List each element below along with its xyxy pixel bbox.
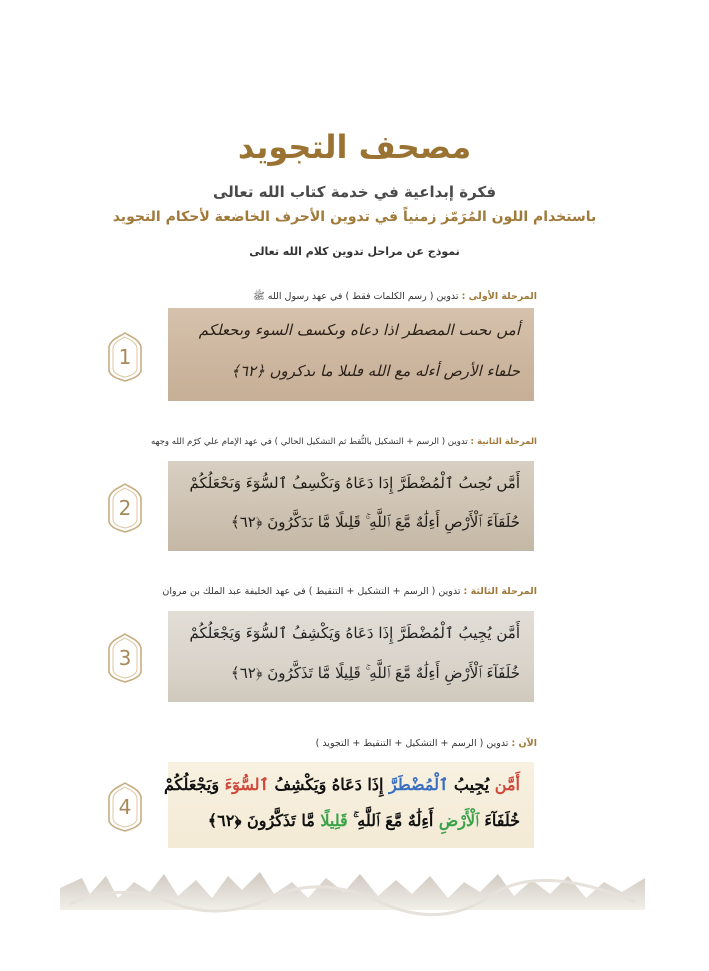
- stage-1-manuscript: [168, 308, 534, 401]
- stage-2-manuscript: [168, 461, 534, 551]
- stage-3-label-text: تدوين ( الرسم + التشكيل + التنقيط ) في عهد الخليفة عبد الملك بن مروان: [162, 586, 464, 597]
- stage-3-label: [162, 586, 537, 597]
- stage-1-line-2: حلڡاء الأرص أءله مع الله ڡلىلا ما ىدكروں ﴿٦٢﴾: [231, 362, 520, 380]
- stage-2-line-1: أَمَّں ىُحِىٮُ ٱلْمُضْطَرَّ إِدَا دَعَاهُ وَىَكْسِڡُ ٱلسُّوٓءَ وَىَحْعَلُكُمْ: [189, 474, 520, 492]
- plain-word: إِذَا دَعَاهُ وَيَكْشِفُ: [268, 775, 389, 794]
- tajweed-word: قَلِيلًا: [320, 811, 348, 830]
- stage-3-line-1: أَمَّن يُجِيبُ ٱلْمُضْطَرَّ إِذَا دَعَاهُ وَيَكْشِفُ ٱلسُّوٓءَ وَيَجْعَلُكُمْ: [189, 624, 520, 642]
- stage-2-label-head: المرحلة الثانية :: [470, 437, 537, 447]
- stage-2-label: [151, 437, 537, 447]
- plain-word: وَيَجْعَلُكُمْ: [164, 775, 225, 794]
- stage-1-marker: [105, 331, 145, 383]
- stage-4-label-head: الآن :: [511, 738, 537, 749]
- stage-3-marker: [105, 632, 145, 684]
- tajweed-word: ٱلْمُضْطَرَّ: [389, 775, 449, 794]
- stage-3-label-head: المرحلة الثالثة :: [463, 586, 537, 597]
- tajweed-word: ٱلسُّوٓءَ: [224, 775, 269, 794]
- page-tagline: باستخدام اللون المُرَمّز زمنياً في تدوين الأحرف الخاضعة لأحكام التجويد: [112, 209, 597, 225]
- stage-1-number: 1: [118, 345, 132, 369]
- stage-4-manuscript: [164, 762, 534, 848]
- stage-1-label: [253, 290, 537, 304]
- stage-3-manuscript: [168, 611, 534, 702]
- stage-4-marker: [105, 781, 145, 833]
- tajweed-word: أَمَّن: [494, 775, 520, 794]
- plain-word: خُلَفَآءَ: [478, 811, 520, 830]
- tajweed-word: ٱلْأَرْضِ: [438, 811, 479, 830]
- page-title: مصحف التجويد: [237, 128, 472, 166]
- page-intro: نموذج عن مراحل تدوين كلام الله تعالى: [249, 245, 460, 258]
- stage-2-marker: [105, 482, 145, 534]
- stage-1-label-text: تدوين ( رسم الكلمات فقط ) في عهد رسول الله ﷺ: [253, 291, 462, 302]
- stage-4-number: 4: [118, 795, 132, 819]
- stage-2-number: 2: [118, 496, 132, 520]
- stage-3-line-2: خُلَفَآءَ ٱلْأَرْضِ أَءِلَٰهٌ مَّعَ ٱللَّهِ ۚ قَلِيلًا مَّا تَذَكَّرُونَ ﴿٦٢﴾: [230, 664, 520, 682]
- plain-word: مَّا تَذَكَّرُونَ ﴿٦٢﴾: [207, 811, 321, 830]
- plain-word: أَءِلَٰهٌ مَّعَ ٱللَّهِ ۚ: [347, 811, 439, 830]
- stage-2-line-2: حُلَڡَآءَ ٱلْأَرْصِ أَءِلَٰهٌ مَّعَ ٱللَّهِ ۚ قَلِىلًا مَّا ىَدَكَّرُونَ ﴿٦٢﴾: [230, 513, 520, 531]
- stage-1-line-1: أمں ىحىٮ المصطر اذا دعاه وىكسڡ السوء وىحعلكم: [198, 321, 520, 339]
- stage-1-label-head: المرحلة الأولى :: [461, 291, 537, 302]
- page-subtitle: فكرة إبداعية في خدمة كتاب الله تعالى: [212, 183, 497, 201]
- stage-3-number: 3: [118, 646, 132, 670]
- stage-4-label-text: تدوين ( الرسم + التشكيل + التنقيط + التجويد ): [315, 738, 512, 749]
- plain-word: يُجِيبُ: [448, 775, 495, 794]
- stage-4-line-1: [164, 775, 520, 794]
- stage-4-line-2: [182, 811, 520, 831]
- stage-4-label: [316, 738, 537, 749]
- calligraphy-ornament-icon: [60, 868, 645, 910]
- stage-2-label-text: تدوين ( الرسم + التشكيل بالنُّقط ثم التشكيل الحالي ) في عهد الإمام علي كرّم الله وجهه: [151, 437, 471, 447]
